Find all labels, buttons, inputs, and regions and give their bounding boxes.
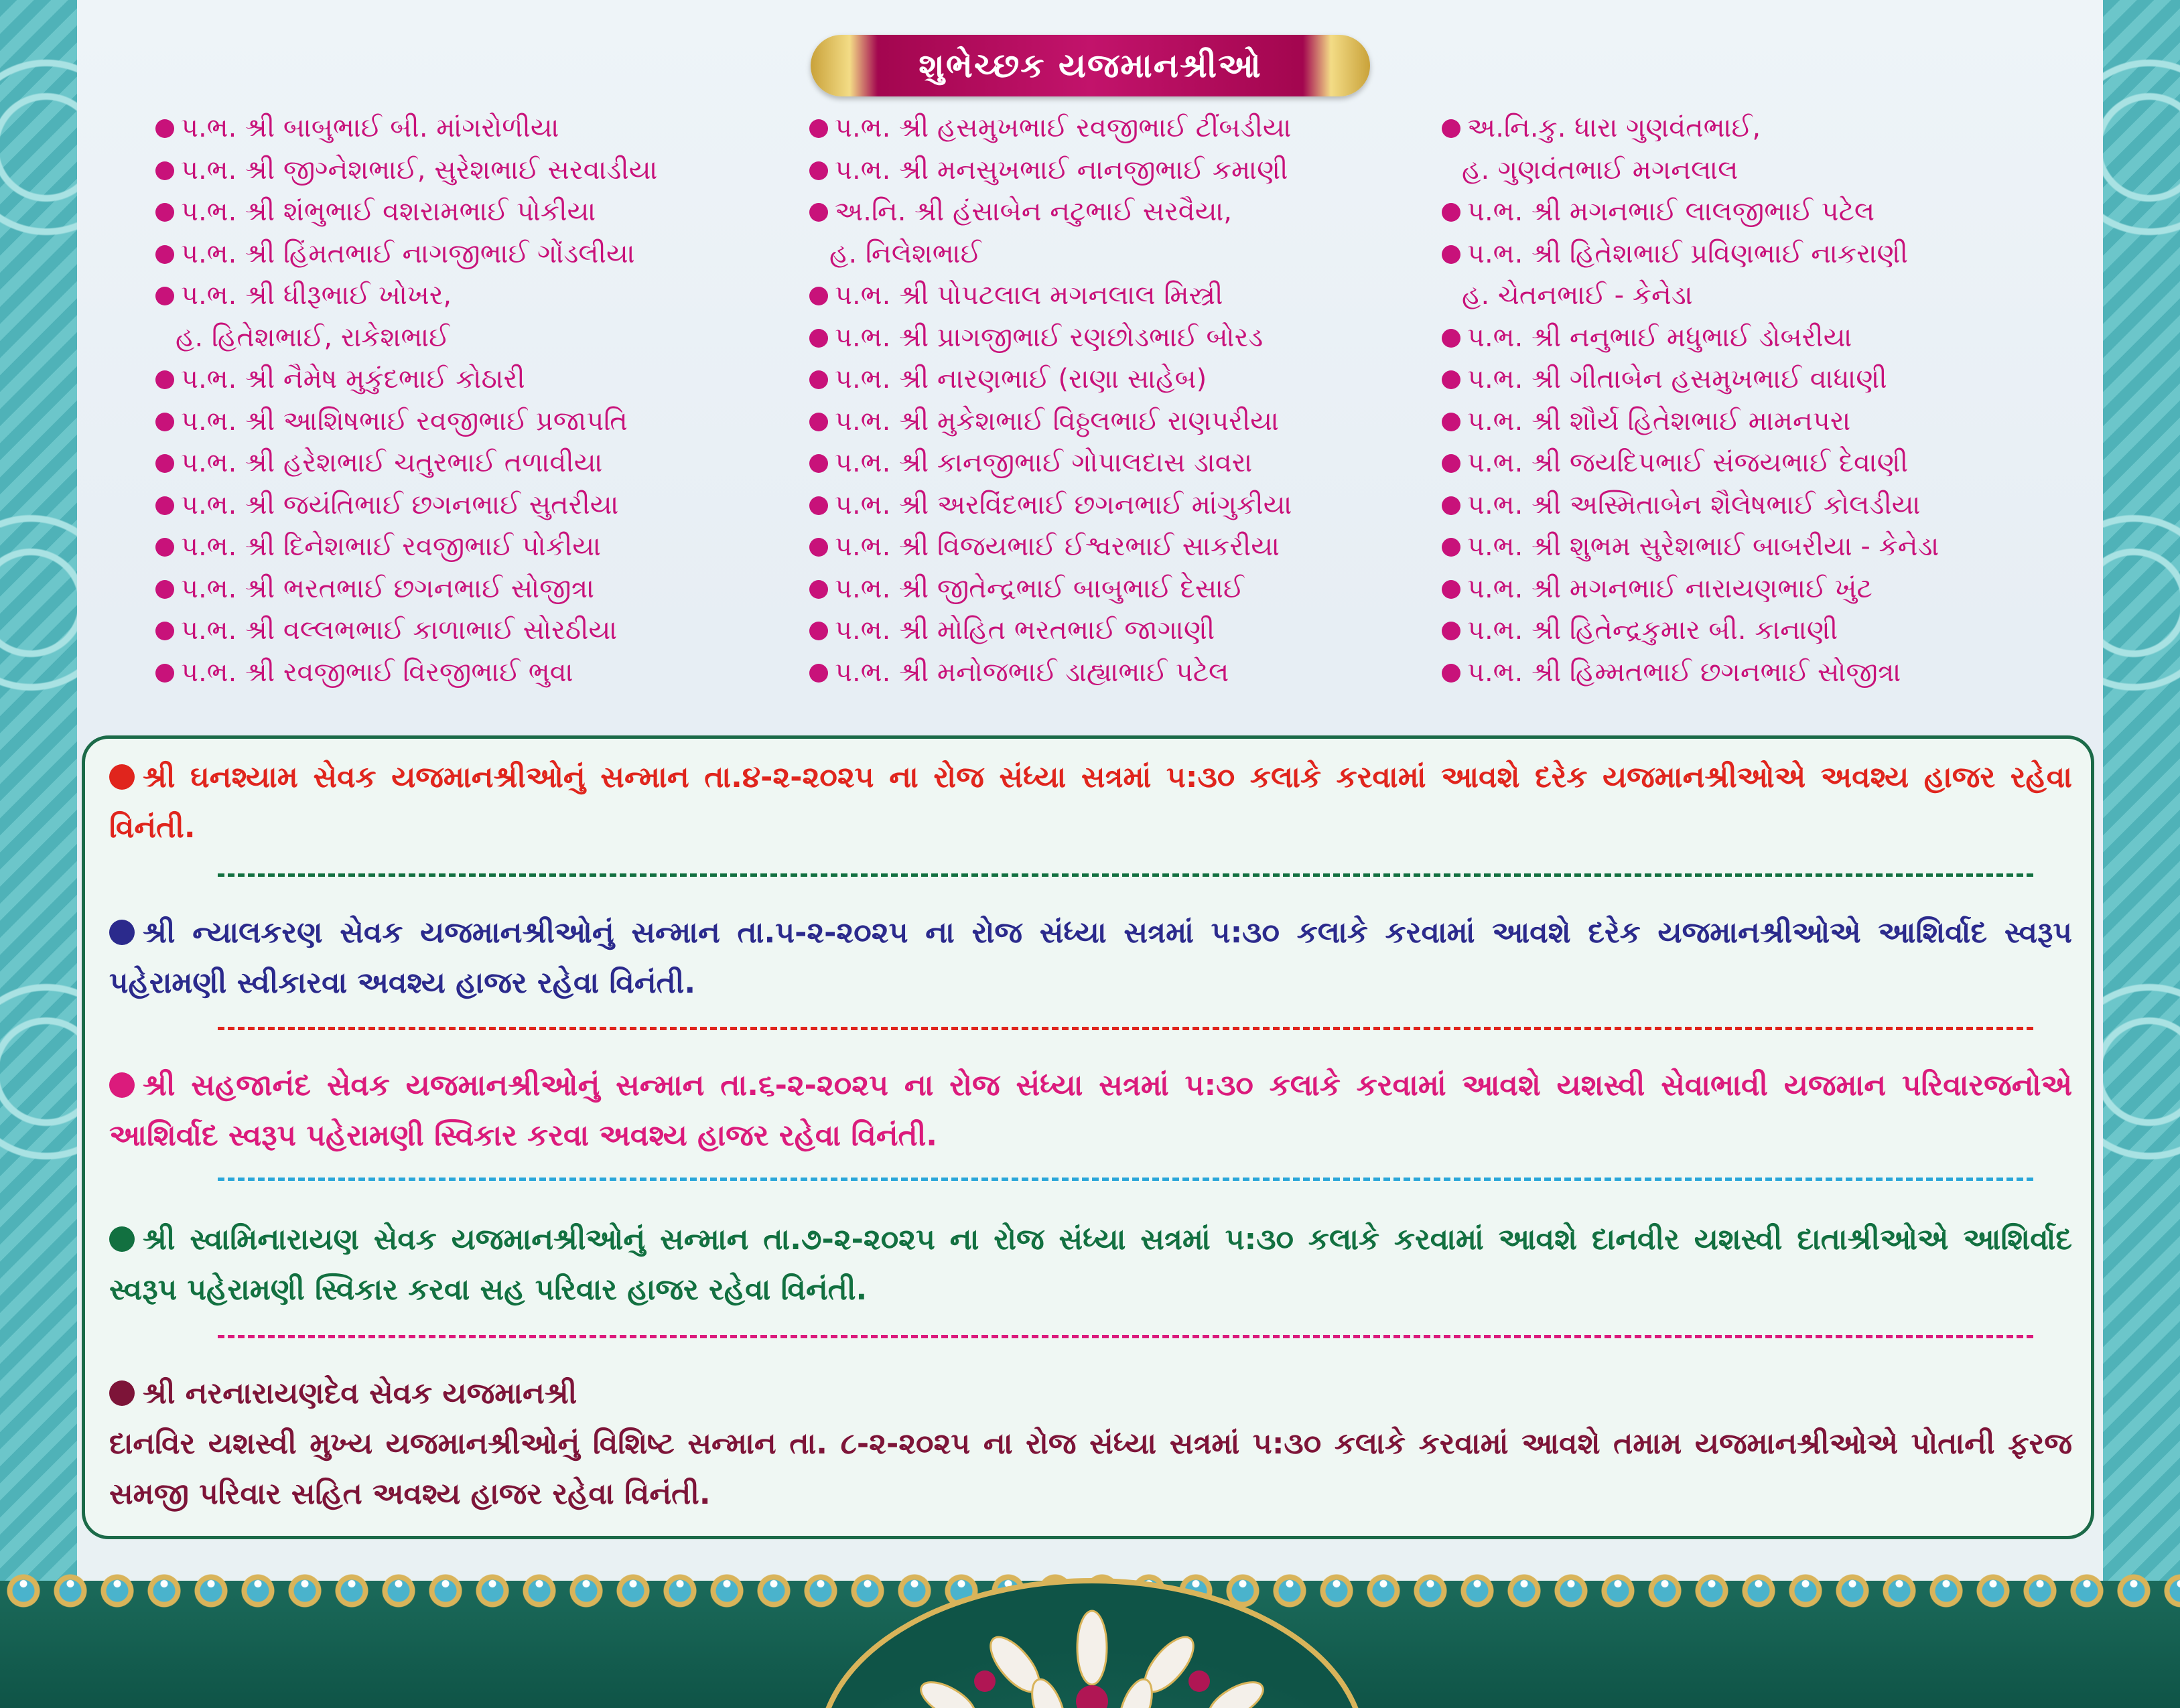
notice-nyalkaran: [109, 908, 2072, 1008]
bullet-dot: [155, 161, 174, 180]
donor-name-text: પ.ભ. શ્રી નનુભાઈ મધુભાઈ ડોબરીયા: [1467, 322, 1852, 353]
donor-name: [1442, 191, 1939, 233]
donor-name: [809, 317, 1292, 359]
bullet-dot: [809, 413, 828, 431]
right-ornamental-border: [2103, 0, 2180, 1581]
donor-name-text: પ.ભ. શ્રી ગીતાબેન હસમુખભાઈ વાધાણી: [1467, 364, 1887, 395]
bullet-dot: [809, 622, 828, 640]
donor-name-text: પ.ભ. શ્રી પોપટલાલ મગનલાલ મિસ્ત્રી: [835, 280, 1223, 311]
bullet-dot: [155, 203, 174, 222]
dashed-divider: [218, 873, 2033, 877]
donor-name-text: પ.ભ. શ્રી મનસુખભાઈ નાનજીભાઈ કમાણી: [835, 154, 1288, 186]
dashed-divider: [218, 1178, 2033, 1181]
donor-name: [809, 149, 1292, 192]
bullet-dot: [1442, 622, 1460, 640]
bullet-dot: [1442, 203, 1460, 222]
bullet-dot: [1442, 413, 1460, 431]
donor-name: [809, 275, 1292, 317]
donor-name: [1442, 526, 1939, 568]
bullet-dot: [809, 203, 828, 222]
donor-name-text: પ.ભ. શ્રી રવજીભાઈ વિરજીભાઈ ભુવા: [181, 656, 573, 688]
donor-name: [155, 484, 657, 526]
donor-name: [155, 107, 657, 149]
donor-name-text: પ.ભ. શ્રી જયદિપભાઈ સંજયભાઈ દેવાણી: [1467, 447, 1909, 478]
bullet-dot: [809, 580, 828, 599]
donor-name: [155, 442, 657, 484]
donor-name-text: અ.નિ.કુ. ધારા ગુણવંતભાઈ,: [1467, 113, 1761, 143]
donor-name-text: પ.ભ. શ્રી જયંતિભાઈ છગનભાઈ સુતરીયા: [181, 489, 619, 520]
donor-name-text: પ.ભ. શ્રી આશિષભાઈ રવજીભાઈ પ્રજાપતિ: [181, 405, 628, 437]
donor-name: [155, 233, 657, 275]
donor-name-text: પ.ભ. શ્રી ધીરૂભાઈ ખોખર,: [181, 280, 452, 311]
donor-name: [155, 610, 657, 652]
bullet-dot: [1442, 119, 1460, 138]
notice-swaminarayan: [109, 1214, 2072, 1315]
donor-name-text: પ.ભ. શ્રી મોહિત ભરતભાઈ જાગાણી: [835, 615, 1215, 646]
notice-text: શ્રી ઘનશ્યામ સેવક યજમાનશ્રીઓનું સન્માન તા.૪-૨-૨૦૨૫ ના રોજ સંધ્યા સત્રમાં ૫:૩૦ કલાકે કરવામાં આવશે દરેક યજમાનશ્રીઓએ અવશ્ય હાજર રહેવા વિનંતી.: [109, 760, 2072, 845]
donor-name: [1442, 233, 1939, 275]
donor-name: [809, 652, 1292, 694]
donor-name: [809, 401, 1292, 443]
donor-name-text: પ.ભ. શ્રી કાનજીભાઈ ગોપાલદાસ ડાવરા: [835, 447, 1253, 478]
bullet-dot: [109, 920, 135, 945]
donor-name: [1442, 484, 1939, 526]
donor-name-text: પ.ભ. શ્રી મનોજભાઈ ડાહ્યાભાઈ પટેલ: [835, 656, 1229, 688]
donor-name: [809, 568, 1292, 610]
donor-name: [809, 442, 1292, 484]
donor-name-text: પ.ભ. શ્રી અરવિંદભાઈ છગનભાઈ માંગુકીયા: [835, 489, 1292, 520]
donor-name: [155, 526, 657, 568]
notice-text: શ્રી સહજાનંદ સેવક યજમાનશ્રીઓનું સન્માન તા.૬-૨-૨૦૨૫ ના રોજ સંધ્યા સત્રમાં ૫:૩૦ કલાકે કરવામાં આવશે યશસ્વી સેવાભાવી યજમાન પરિવારજનોએ આશિર્વાદ સ્વરૂપ પહેરામણી સ્વિકાર કરવા અવશ્ય હાજર રહેવા વિનંતી.: [109, 1068, 2072, 1153]
bullet-dot: [809, 664, 828, 683]
bullet-dot: [1442, 245, 1460, 264]
donor-name-continued: [155, 317, 657, 359]
donor-name: [1442, 442, 1939, 484]
bullet-dot: [1442, 580, 1460, 599]
donor-name: [809, 358, 1292, 401]
donor-column-2: [809, 107, 1292, 693]
donor-name-text: પ.ભ. શ્રી શંભુભાઈ વશરામભાઈ પોકીયા: [181, 196, 596, 227]
notice-narnarayan: [109, 1368, 2072, 1519]
bullet-dot: [809, 161, 828, 180]
bullet-dot: [109, 1380, 135, 1406]
donor-name: [155, 401, 657, 443]
bullet-dot: [1442, 664, 1460, 683]
left-ornamental-border: [0, 0, 77, 1581]
donor-name: [809, 526, 1292, 568]
donor-name-continued: [1442, 275, 1939, 317]
bullet-dot: [155, 413, 174, 431]
donor-name-text: પ.ભ. શ્રી હિતેન્દ્રકુમાર બી. કાનાણી: [1467, 615, 1838, 646]
donor-name: [155, 358, 657, 401]
bullet-dot: [155, 287, 174, 305]
notice-box: [82, 735, 2094, 1539]
bullet-dot: [1442, 370, 1460, 389]
donor-name-text: પ.ભ. શ્રી જીતેન્દ્રભાઈ બાબુભાઈ દેસાઈ: [835, 573, 1244, 604]
bullet-dot: [155, 370, 174, 389]
donor-name: [1442, 317, 1939, 359]
donor-name-text: પ.ભ. શ્રી પ્રાગજીભાઈ રણછોડભાઈ બોરડ: [835, 322, 1264, 353]
bullet-dot: [155, 496, 174, 515]
bullet-dot: [155, 664, 174, 683]
bullet-dot: [809, 287, 828, 305]
donor-name-text: પ.ભ. શ્રી મુકેશભાઈ વિઠ્ઠલભાઈ રાણપરીયા: [835, 405, 1279, 437]
donor-name-text: પ.ભ. શ્રી દિનેશભાઈ રવજીભાઈ પોકીયા: [181, 531, 601, 562]
bullet-dot: [1442, 454, 1460, 473]
donor-name: [1442, 401, 1939, 443]
notice-sahajanand: [109, 1060, 2072, 1161]
donor-name-text: પ.ભ. શ્રી હિતેશભાઈ પ્રવિણભાઈ નાકરાણી: [1467, 238, 1908, 269]
donor-name: [155, 568, 657, 610]
donor-name-text: હ. નિલેશભાઈ: [829, 238, 981, 269]
donor-name-continued: [1442, 149, 1939, 192]
bullet-dot: [155, 538, 174, 557]
notice-text: શ્રી સ્વામિનારાયણ સેવક યજમાનશ્રીઓનું સન્માન તા.૭-૨-૨૦૨૫ ના રોજ સંધ્યા સત્રમાં ૫:૩૦ કલાકે કરવામાં આવશે દાનવીર યશસ્વી દાતાશ્રીઓએ આશિર્વાદ સ્વરૂપ પહેરામણી સ્વિકાર કરવા સહ પરિવાર હાજર રહેવા વિનંતી.: [109, 1222, 2072, 1307]
donor-name-text: હ. હિતેશભાઈ, રાકેશભાઈ: [176, 322, 450, 353]
donor-name-text: પ.ભ. શ્રી શુભમ સુરેશભાઈ બાબરીયા - કેનેડા: [1467, 531, 1939, 562]
bullet-dot: [155, 119, 174, 138]
donor-name-text: પ.ભ. શ્રી મગનભાઈ નારાયણભાઈ ખુંટ: [1467, 573, 1872, 604]
donor-name-text: પ.ભ. શ્રી હસમુખભાઈ રવજીભાઈ ટીંબડીયા: [835, 113, 1292, 143]
donor-name-text: પ.ભ. શ્રી શૌર્ય હિતેશભાઈ મામનપરા: [1467, 405, 1851, 437]
bullet-dot: [109, 1226, 135, 1252]
donor-name-text: પ.ભ. શ્રી ભરતભાઈ છગનભાઈ સોજીત્રા: [181, 573, 595, 604]
donor-name: [809, 610, 1292, 652]
donor-name-text: પ.ભ. શ્રી હિમ્મતભાઈ છગનભાઈ સોજીત્રા: [1467, 656, 1901, 688]
donor-name-text: પ.ભ. શ્રી હિંમતભાઈ નાગજીભાઈ ગોંડલીયા: [181, 238, 635, 269]
bullet-dot: [155, 622, 174, 640]
donor-name: [155, 275, 657, 317]
bullet-dot: [155, 580, 174, 599]
notice-text: દાનવિર યશસ્વી મુખ્ય યજમાનશ્રીઓનું વિશિષ્ટ સન્માન તા. ૮-૨-૨૦૨૫ ના રોજ સંધ્યા સત્રમાં ૫:૩૦ કલાકે કરવામાં આવશે તમામ યજમાનશ્રીઓએ પોતાની ફરજ સમજી પરિવાર સહિત અવશ્ય હાજર રહેવા વિનંતી.: [109, 1427, 2072, 1511]
donor-name: [1442, 107, 1939, 149]
bullet-dot: [809, 329, 828, 348]
donor-name: [1442, 610, 1939, 652]
donor-name-text: હ. ચેતનભાઈ - કેનેડા: [1462, 280, 1693, 311]
donor-name-text: પ.ભ. શ્રી જીગ્નેશભાઈ, સુરેશભાઈ સરવાડીયા: [181, 154, 658, 186]
bullet-dot: [1442, 329, 1460, 348]
donor-column-3: [1442, 107, 1939, 693]
donor-name: [155, 191, 657, 233]
donor-name: [1442, 358, 1939, 401]
bullet-dot: [155, 245, 174, 264]
title-banner: [811, 35, 1370, 96]
donor-name-text: પ.ભ. શ્રી મગનભાઈ લાલજીભાઈ પટેલ: [1467, 196, 1875, 227]
donor-column-1: [155, 107, 657, 693]
page-title: શુભેચ્છક યજમાનશ્રીઓ: [918, 46, 1262, 85]
donor-name: [809, 484, 1292, 526]
bullet-dot: [1442, 538, 1460, 557]
donor-name: [809, 191, 1292, 233]
dashed-divider: [218, 1335, 2033, 1338]
notice-text: શ્રી ન્યાલકરણ સેવક યજમાનશ્રીઓનું સન્માન તા.૫-૨-૨૦૨૫ ના રોજ સંધ્યા સત્રમાં ૫:૩૦ કલાકે કરવામાં આવશે દરેક યજમાનશ્રીઓએ આશિર્વાદ સ્વરૂપ પહેરામણી સ્વીકારવા અવશ્ય હાજર રહેવા વિનંતી.: [109, 916, 2072, 1000]
jewel-medallion-ornament: [814, 1547, 1370, 1708]
donor-name-continued: [809, 233, 1292, 275]
bullet-dot: [155, 454, 174, 473]
bullet-dot: [809, 119, 828, 138]
dashed-divider: [218, 1027, 2033, 1030]
notice-ghanshyam: [109, 752, 2072, 853]
donor-name-text: પ.ભ. શ્રી બાબુભાઈ બી. માંગરોળીયા: [181, 113, 559, 143]
notice-heading: શ્રી નરનારાયણદેવ સેવક યજમાનશ્રી: [143, 1376, 577, 1411]
donor-name: [1442, 652, 1939, 694]
bullet-dot: [809, 454, 828, 473]
donor-name-text: અ.નિ. શ્રી હંસાબેન નટુભાઈ સરવૈયા,: [835, 196, 1232, 227]
bullet-dot: [809, 538, 828, 557]
bullet-dot: [109, 764, 135, 790]
donor-name: [1442, 568, 1939, 610]
bullet-dot: [809, 370, 828, 389]
donor-name-text: પ.ભ. શ્રી નૈમેષ મુકુંદભાઈ કોઠારી: [181, 364, 525, 395]
bullet-dot: [109, 1072, 135, 1098]
donor-name: [809, 107, 1292, 149]
donor-name-text: પ.ભ. શ્રી વલ્લભભાઈ કાળાભાઈ સોરઠીયા: [181, 615, 618, 646]
bullet-dot: [1442, 496, 1460, 515]
donor-name-text: પ.ભ. શ્રી નારણભાઈ (રાણા સાહેબ): [835, 364, 1207, 395]
donor-name-text: પ.ભ. શ્રી અસ્મિતાબેન શૈલેષભાઈ કોલડીયા: [1467, 489, 1921, 520]
bullet-dot: [809, 496, 828, 515]
donor-name-text: હ. ગુણવંતભાઈ મગનલાલ: [1462, 154, 1739, 186]
donor-name: [155, 652, 657, 694]
donor-name: [155, 149, 657, 192]
donor-name-text: પ.ભ. શ્રી વિજયભાઈ ઈશ્વરભાઈ સાકરીયા: [835, 531, 1280, 562]
donor-name-text: પ.ભ. શ્રી હરેશભાઈ ચતુરભાઈ તળાવીયા: [181, 447, 603, 478]
